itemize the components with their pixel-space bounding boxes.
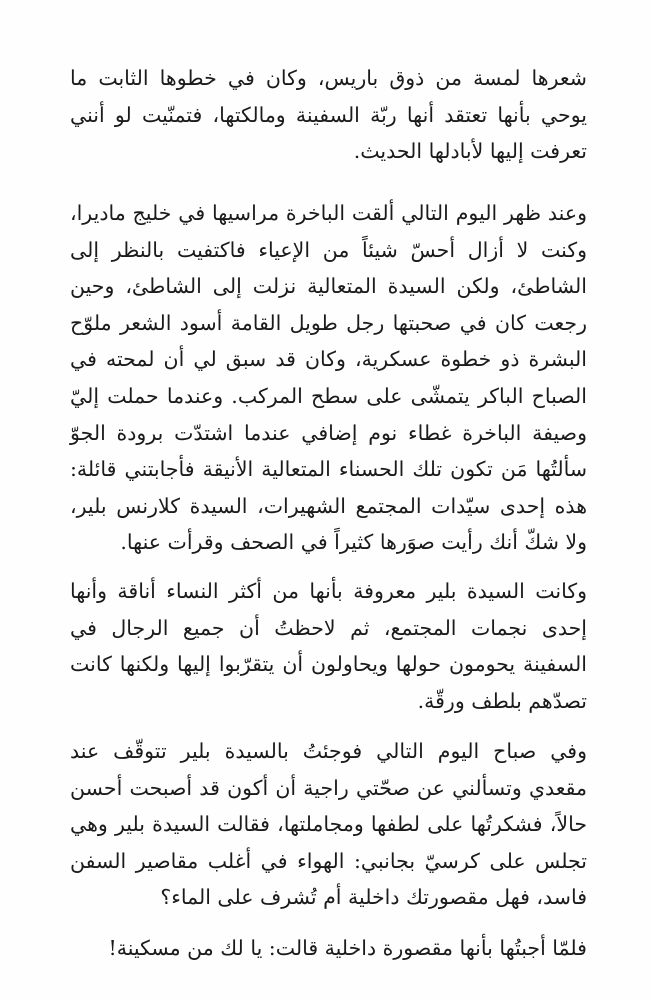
paragraph-1: شعرها لمسة من ذوق باريس، وكان في خطوها الثابت ما يوحي بأنها تعتقد أنها ربّة السفينة ومالكتها، فتمنّيت لو أنني تعرفت إليها لأبادلها الحديث. — [70, 66, 587, 164]
paragraph-5: فلمّا أجبتُها بأنها مقصورة داخلية قالت: يا لك من مسكينة! — [108, 936, 587, 960]
paragraph-3: وكانت السيدة بلير معروفة بأنها من أكثر النساء أناقة وأنها إحدى نجمات المجتمع، ثم لاحظتُ أن جميع الرجال في السفينة يحومون حولها ويحاولون أن يتقرّبوا إليها ولكنها كانت تصدّهم بلطف ورقّة. — [70, 579, 587, 713]
paragraph-2: وعند ظهر اليوم التالي ألقت الباخرة مراسيها في خليج ماديرا، وكنت لا أزال أحسّ شيئاً من الإعياء فاكتفيت بالنظر إلى الشاطئ، ولكن السيدة المتعالية نزلت إلى الشاطئ، وحين رجعت كان في صحبتها رجل طويل القامة أسود الشعر ملوّح البشرة ذو خطوة عسكرية، وكان قد سبق لي أن لمحته في الصباح الباكر يتمشّى على سطح المركب. وعندما حملت إليّ وصيفة الباخرة غطاء نوم إضافي عندما اشتدّت برودة الجوّ سألتُها مَن تكون تلك الحسناء المتعالية الأنيقة فأجابتني قائلة: هذه إحدى سيّدات المجتمع الشهيرات، السيدة كلارنس بلير، ولا شكّ أنك رأيت صوَرها كثيراً في الصحف وقرأت عنها. — [70, 201, 587, 555]
paragraph-4: وفي صباح اليوم التالي فوجئتُ بالسيدة بلير تتوقّف عند مقعدي وتسألني عن صحّتي راجية أن أكون قد أصبحت أحسن حالاً، فشكرتُها على لطفها ومجاملتها، فقالت السيدة بلير وهي تجلس على كرسيّ بجانبي: الهواء في أغلب مقاصير السفن فاسد، فهل مقصورتك داخلية أم تُشرف على الماء؟ — [70, 739, 587, 910]
